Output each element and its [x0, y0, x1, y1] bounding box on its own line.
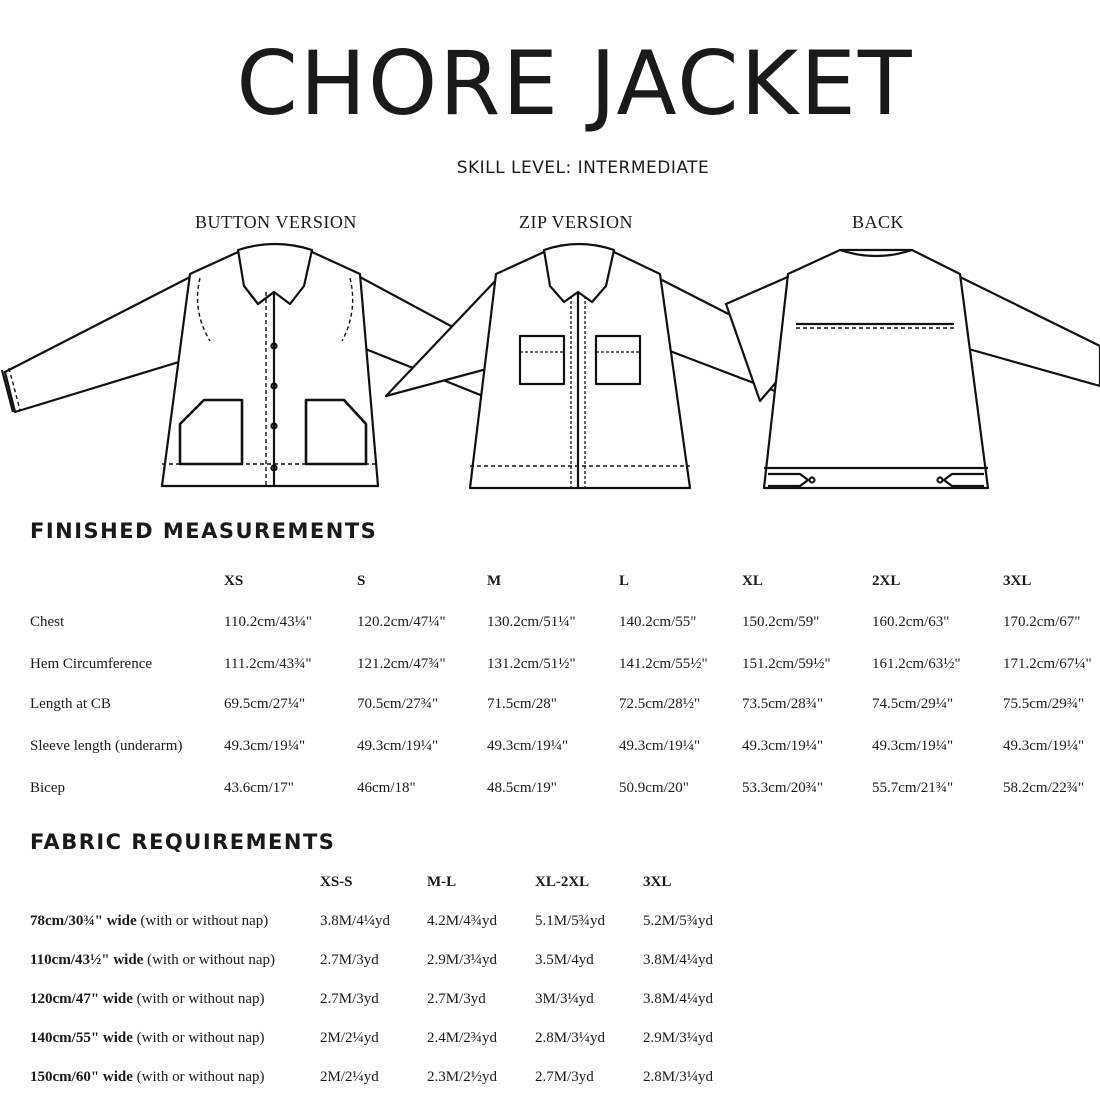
- measurement-cell: 171.2cm/67¼": [1003, 656, 1092, 672]
- size-header: XS: [224, 573, 244, 589]
- measurement-cell: 71.5cm/28": [487, 696, 557, 712]
- back-view-label: BACK: [852, 212, 905, 232]
- measurement-cell: 72.5cm/28½": [619, 696, 701, 712]
- measurement-cell: 46cm/18": [357, 780, 416, 796]
- fabric-amount-cell: 2.7M/3yd: [320, 991, 379, 1007]
- measurement-cell: 49.3cm/19¼": [742, 738, 824, 754]
- fabric-size-header: 3XL: [643, 874, 672, 890]
- measurement-cell: 70.5cm/27¾": [357, 696, 439, 712]
- size-header: M: [487, 573, 502, 589]
- fabric-amount-cell: 3.8M/4¼yd: [320, 913, 391, 929]
- fabric-amount-cell: 2.7M/3yd: [427, 991, 486, 1007]
- fabric-amount-cell: 2.8M/3¼yd: [535, 1030, 606, 1046]
- fabric-amount-cell: 3M/3¼yd: [535, 991, 594, 1007]
- jacket-flat-drawings: [0, 236, 1100, 496]
- fabric-amount-cell: 2.8M/3¼yd: [643, 1069, 714, 1085]
- fabric-amount-cell: 5.2M/5¾yd: [643, 913, 714, 929]
- measurement-cell: 49.3cm/19¼": [619, 738, 701, 754]
- fabric-amount-cell: 2.7M/3yd: [535, 1069, 594, 1085]
- measurement-cell: 74.5cm/29¼": [872, 696, 954, 712]
- measurement-cell: 141.2cm/55½": [619, 656, 708, 672]
- measurement-cell: 75.5cm/29¾": [1003, 696, 1085, 712]
- measurement-cell: 50.9cm/20": [619, 780, 689, 796]
- fabric-amount-cell: 2M/2¼yd: [320, 1030, 379, 1046]
- measurement-cell: 111.2cm/43¾": [224, 656, 312, 672]
- row-label: Chest: [30, 614, 65, 630]
- measurement-cell: 43.6cm/17": [224, 780, 294, 796]
- measurement-cell: 151.2cm/59½": [742, 656, 831, 672]
- measurement-cell: 49.3cm/19¼": [224, 738, 306, 754]
- measurement-cell: 49.3cm/19¼": [1003, 738, 1085, 754]
- measurement-cell: 53.3cm/20¾": [742, 780, 824, 796]
- nap-note: (with or without nap): [132, 1030, 265, 1046]
- row-label: Hem Circumference: [30, 656, 153, 672]
- page-title: CHORE JACKET: [236, 32, 914, 135]
- measurement-cell: 49.3cm/19¼": [487, 738, 569, 754]
- measurement-cell: 121.2cm/47¾": [357, 656, 446, 672]
- measurement-cell: 58.2cm/22¾": [1003, 780, 1085, 796]
- fabric-amount-cell: 2.9M/3¼yd: [643, 1030, 714, 1046]
- size-header: 2XL: [872, 573, 901, 589]
- size-header: S: [357, 573, 366, 589]
- size-header: XL: [742, 573, 763, 589]
- fabric-size-header: XS-S: [320, 874, 353, 890]
- measurement-cell: 150.2cm/59": [742, 614, 820, 630]
- fabric-width-label: [30, 1030, 265, 1047]
- fabric-width: 140cm/55" wide: [30, 1030, 133, 1046]
- fabric-requirements-heading: FABRIC REQUIREMENTS: [30, 830, 336, 854]
- fabric-width: 110cm/43½" wide: [30, 952, 144, 968]
- fabric-size-header: M-L: [427, 874, 457, 890]
- measurement-cell: 55.7cm/21¾": [872, 780, 954, 796]
- fabric-width: 150cm/60" wide: [30, 1069, 133, 1085]
- fabric-amount-cell: 2.9M/3¼yd: [427, 952, 498, 968]
- fabric-amount-cell: 5.1M/5¾yd: [535, 913, 606, 929]
- measurement-cell: 131.2cm/51½": [487, 656, 576, 672]
- zip-version-label: ZIP VERSION: [519, 212, 634, 232]
- measurement-cell: 49.3cm/19¼": [872, 738, 954, 754]
- fabric-width: 120cm/47" wide: [30, 991, 133, 1007]
- fabric-amount-cell: 4.2M/4¾yd: [427, 913, 498, 929]
- fabric-width-label: [30, 913, 268, 930]
- measurement-cell: 170.2cm/67": [1003, 614, 1081, 630]
- nap-note: (with or without nap): [143, 952, 275, 968]
- back-view-drawing: [726, 250, 1100, 488]
- size-header: 3XL: [1003, 573, 1032, 589]
- measurement-cell: 48.5cm/19": [487, 780, 557, 796]
- fabric-size-header: XL-2XL: [535, 874, 590, 890]
- fabric-amount-cell: 3.8M/4¼yd: [643, 952, 714, 968]
- measurement-cell: 73.5cm/28¾": [742, 696, 824, 712]
- nap-note: (with or without nap): [132, 1069, 265, 1085]
- fabric-width-label: [30, 952, 275, 969]
- measurement-cell: 160.2cm/63": [872, 614, 950, 630]
- nap-note: (with or without nap): [136, 913, 269, 929]
- button-version-label: BUTTON VERSION: [195, 212, 357, 232]
- fabric-amount-cell: 3.5M/4yd: [535, 952, 594, 968]
- fabric-amount-cell: 2.3M/2½yd: [427, 1069, 498, 1085]
- fabric-amount-cell: 2.7M/3yd: [320, 952, 379, 968]
- row-label: Bicep: [30, 780, 65, 796]
- fabric-width-label: [30, 1069, 265, 1086]
- measurement-cell: 130.2cm/51¼": [487, 614, 576, 630]
- measurement-cell: 110.2cm/43¼": [224, 614, 313, 630]
- skill-level: SKILL LEVEL: INTERMEDIATE: [456, 158, 710, 178]
- fabric-width-label: [30, 991, 265, 1008]
- nap-note: (with or without nap): [132, 991, 265, 1007]
- measurement-cell: 120.2cm/47¼": [357, 614, 446, 630]
- fabric-width: 78cm/30¾" wide: [30, 913, 137, 929]
- row-label: Length at CB: [30, 696, 111, 712]
- fabric-amount-cell: 2.4M/2¾yd: [427, 1030, 498, 1046]
- finished-measurements-heading: FINISHED MEASUREMENTS: [30, 519, 378, 543]
- fabric-amount-cell: 3.8M/4¼yd: [643, 991, 714, 1007]
- fabric-amount-cell: 2M/2¼yd: [320, 1069, 379, 1085]
- size-header: L: [619, 573, 630, 589]
- measurement-cell: 49.3cm/19¼": [357, 738, 439, 754]
- measurement-cell: 161.2cm/63½": [872, 656, 961, 672]
- measurement-cell: 140.2cm/55": [619, 614, 697, 630]
- measurement-cell: 69.5cm/27¼": [224, 696, 306, 712]
- row-label: Sleeve length (underarm): [30, 738, 183, 754]
